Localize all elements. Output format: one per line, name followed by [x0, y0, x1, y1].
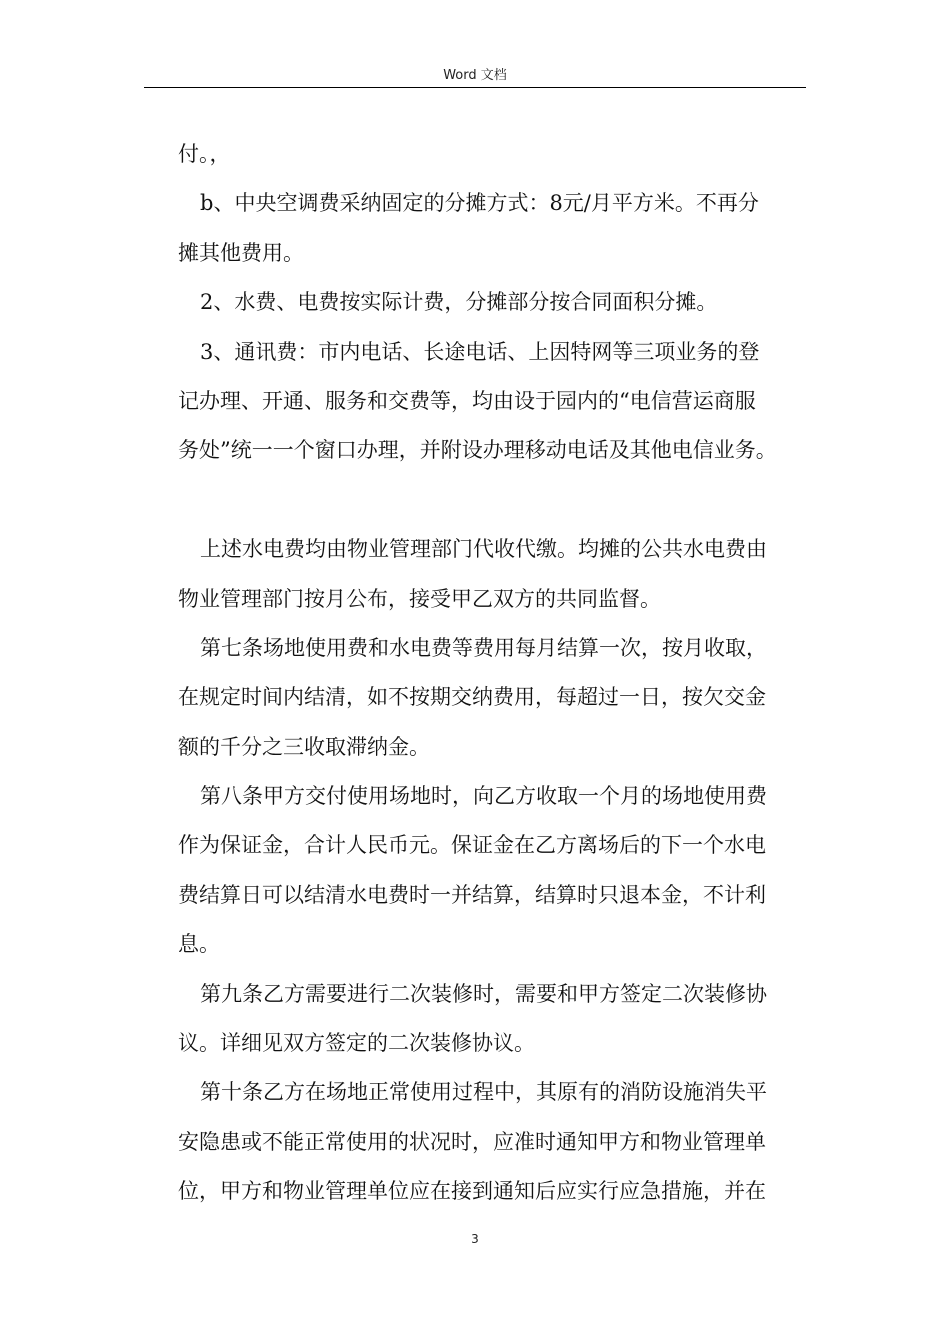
body-line: 位，甲方和物业管理单位应在接到通知后应实行应急措施，并在	[178, 1179, 766, 1204]
page-header-title: Word 文档	[443, 68, 507, 83]
body-line: 议。详细见双方签定的二次装修协议。	[178, 1031, 535, 1056]
body-line: 摊其他费用。	[178, 240, 304, 265]
body-line: 第八条甲方交付使用场地时，向乙方收取一个月的场地使用费	[200, 784, 767, 809]
body-line: 额的千分之三收取滞纳金。	[178, 734, 430, 759]
body-line: 3、通讯费：市内电话、长途电话、上因特网等三项业务的登	[200, 339, 760, 364]
body-line: 安隐患或不能正常使用的状况时，应准时通知甲方和物业管理单	[178, 1129, 766, 1154]
body-line: 在规定时间内结清，如不按期交纳费用，每超过一日，按欠交金	[178, 685, 766, 710]
document-body	[178, 130, 806, 1217]
body-line: 作为保证金，合计人民币元。保证金在乙方离场后的下一个水电	[178, 833, 766, 858]
body-line: 物业管理部门按月公布，接受甲乙双方的共同监督。	[178, 586, 661, 611]
body-line: 第七条场地使用费和水电费等费用每月结算一次，按月收取，	[200, 635, 767, 660]
body-line: 务处”统一一个窗口办理，并附设办理移动电话及其他电信业务。	[178, 438, 777, 463]
page-number: 3	[471, 1232, 479, 1246]
body-line: b、中央空调费采纳固定的分摊方式：8元/月平方米。不再分	[200, 191, 759, 216]
body-line: 记办理、开通、服务和交费等，均由设于园内的“电信营运商服	[178, 388, 756, 413]
body-line: 费结算日可以结清水电费时一并结算，结算时只退本金，不计利	[178, 882, 766, 907]
body-line: 付。，	[178, 142, 231, 166]
body-line: 第九条乙方需要进行二次装修时，需要和甲方签定二次装修协	[200, 981, 767, 1006]
body-line: 上述水电费均由物业管理部门代收代缴。均摊的公共水电费由	[200, 537, 767, 562]
header-divider	[144, 87, 806, 88]
body-line: 2、水费、电费按实际计费，分摊部分按合同面积分摊。	[200, 290, 718, 315]
blank-line	[178, 476, 806, 525]
body-line: 息。	[178, 932, 220, 957]
body-line: 第十条乙方在场地正常使用过程中，其原有的消防设施消失平	[200, 1080, 767, 1105]
